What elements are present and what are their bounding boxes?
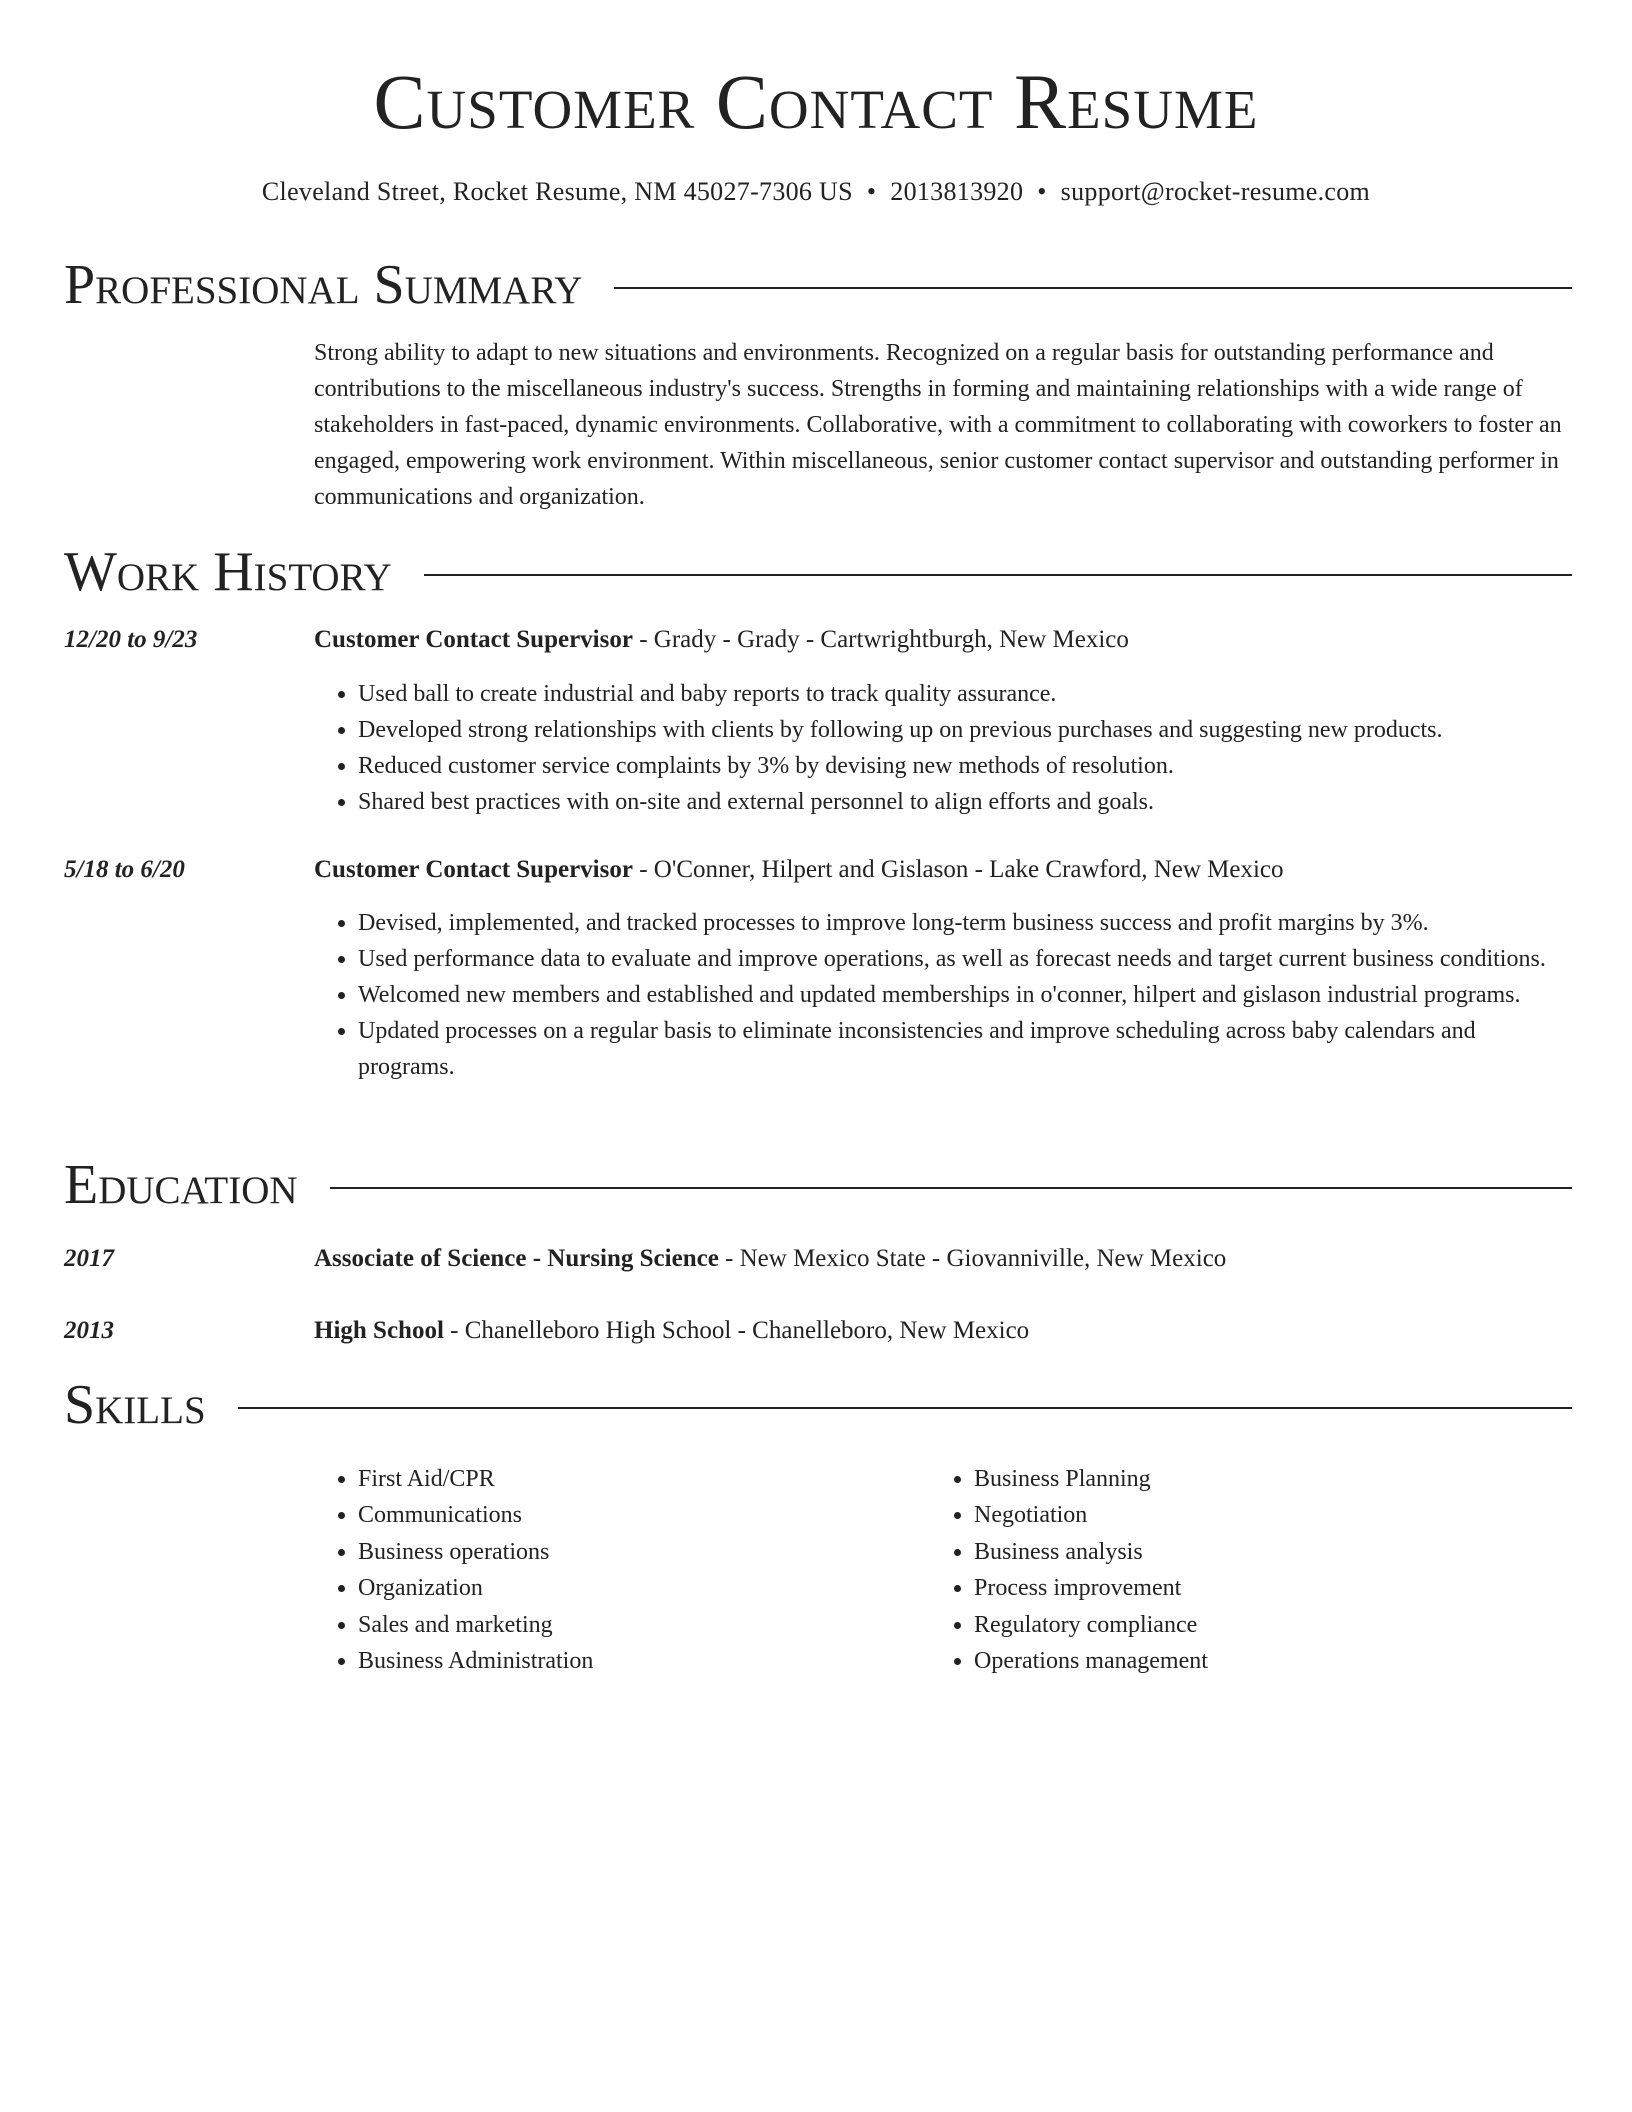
- skills-section-header: [64, 1370, 1572, 1440]
- skills-list-right: [930, 1461, 1574, 1679]
- education-entry: [314, 1313, 1572, 1349]
- section-divider: [614, 287, 1572, 289]
- job-bullet: • Welcomed new members and established and updated memberships in o'conner, hilpert and gislason industrial programs.: [358, 977, 1572, 1013]
- summary-section-header: [64, 250, 1572, 320]
- job-bullets: [314, 905, 1572, 1085]
- job-bullets: [314, 676, 1572, 820]
- education-degree: Associate of Science - Nursing Science: [314, 1245, 719, 1272]
- skill-item: • Regulatory compliance: [974, 1607, 1574, 1643]
- skill-item: • Negotiation: [974, 1497, 1574, 1533]
- contact-separator: •: [1037, 177, 1047, 206]
- skill-item: • Sales and marketing: [358, 1607, 958, 1643]
- job-details: - Grady - Grady - Cartwrightburgh, New Mexico: [632, 626, 1129, 653]
- section-title: Professional Summary: [64, 254, 583, 316]
- contact-email: support@rocket-resume.com: [1060, 177, 1371, 206]
- skill-item: • Business operations: [358, 1534, 958, 1570]
- education-section-header: [64, 1150, 1572, 1220]
- job-role: Customer Contact Supervisor: [314, 626, 633, 653]
- job-bullet: • Used ball to create industrial and baby reports to track quality assurance.: [358, 676, 1572, 712]
- contact-address: Cleveland Street, Rocket Resume, NM 45027-7306 US: [261, 177, 853, 206]
- section-divider: [330, 1187, 1572, 1189]
- contact-phone: 2013813920: [890, 177, 1024, 206]
- skill-item: • Operations management: [974, 1643, 1574, 1679]
- resume-name: Customer Contact Resume: [373, 58, 1259, 145]
- education-details: - Chanelleboro High School - Chanelleboro, New Mexico: [443, 1317, 1030, 1344]
- skill-item: • Process improvement: [974, 1570, 1574, 1606]
- education-entry: [314, 1241, 1572, 1277]
- job-role: Customer Contact Supervisor: [314, 856, 633, 883]
- job-bullet: • Updated processes on a regular basis to eliminate inconsistencies and improve scheduling across baby calendars and programs.: [358, 1013, 1572, 1085]
- skill-item: • Business Administration: [358, 1643, 958, 1679]
- job-bullet: • Devised, implemented, and tracked processes to improve long-term business success and profit margins by 3%.: [358, 905, 1572, 941]
- skill-item: • Business Planning: [974, 1461, 1574, 1497]
- skill-item: • Business analysis: [974, 1534, 1574, 1570]
- contact-separator: •: [866, 177, 877, 206]
- job-header: [314, 852, 1572, 888]
- skill-item: • Organization: [358, 1570, 958, 1606]
- skill-item: • Communications: [358, 1497, 958, 1533]
- job-dates: 5/18 to 6/20: [64, 856, 185, 883]
- job-header: [314, 622, 1572, 658]
- work-section-header: [64, 537, 1572, 607]
- education-degree: High School: [314, 1317, 444, 1344]
- section-title: Education: [64, 1154, 298, 1216]
- summary-text: Strong ability to adapt to new situations and environments. Recognized on a regular basis for outstanding performance and contributions to the miscellaneous industry's success. Strengths in forming and maintaining relationships with a wide range of stakeholders in fast-paced, dynamic environments. Collaborative, with a commitment to collaborating with coworkers to foster an engaged, empowering work environment. Within miscellaneous, senior customer contact supervisor and outstanding performer in communications and organization.: [314, 340, 1562, 510]
- section-divider: [238, 1407, 1572, 1409]
- job-bullet: • Developed strong relationships with clients by following up on previous purchases and suggesting new products.: [358, 712, 1572, 748]
- section-title: Skills: [64, 1374, 206, 1436]
- section-title: Work History: [64, 541, 392, 603]
- skills-list-left: [314, 1461, 958, 1679]
- skill-item: • First Aid/CPR: [358, 1461, 958, 1497]
- job-bullet: • Shared best practices with on-site and external personnel to align efforts and goals.: [358, 784, 1572, 820]
- job-bullet: • Reduced customer service complaints by 3% by devising new methods of resolution.: [358, 748, 1572, 784]
- job-details: - O'Conner, Hilpert and Gislason - Lake Crawford, New Mexico: [632, 856, 1284, 883]
- education-details: - New Mexico State - Giovanniville, New Mexico: [718, 1245, 1227, 1272]
- contact-line: [0, 172, 1632, 212]
- job-bullet: • Used performance data to evaluate and improve operations, as well as forecast needs and target current business conditions.: [358, 941, 1572, 977]
- education-year: 2013: [64, 1317, 114, 1344]
- job-dates: 12/20 to 9/23: [64, 626, 198, 653]
- section-divider: [424, 574, 1572, 576]
- education-year: 2017: [64, 1245, 114, 1272]
